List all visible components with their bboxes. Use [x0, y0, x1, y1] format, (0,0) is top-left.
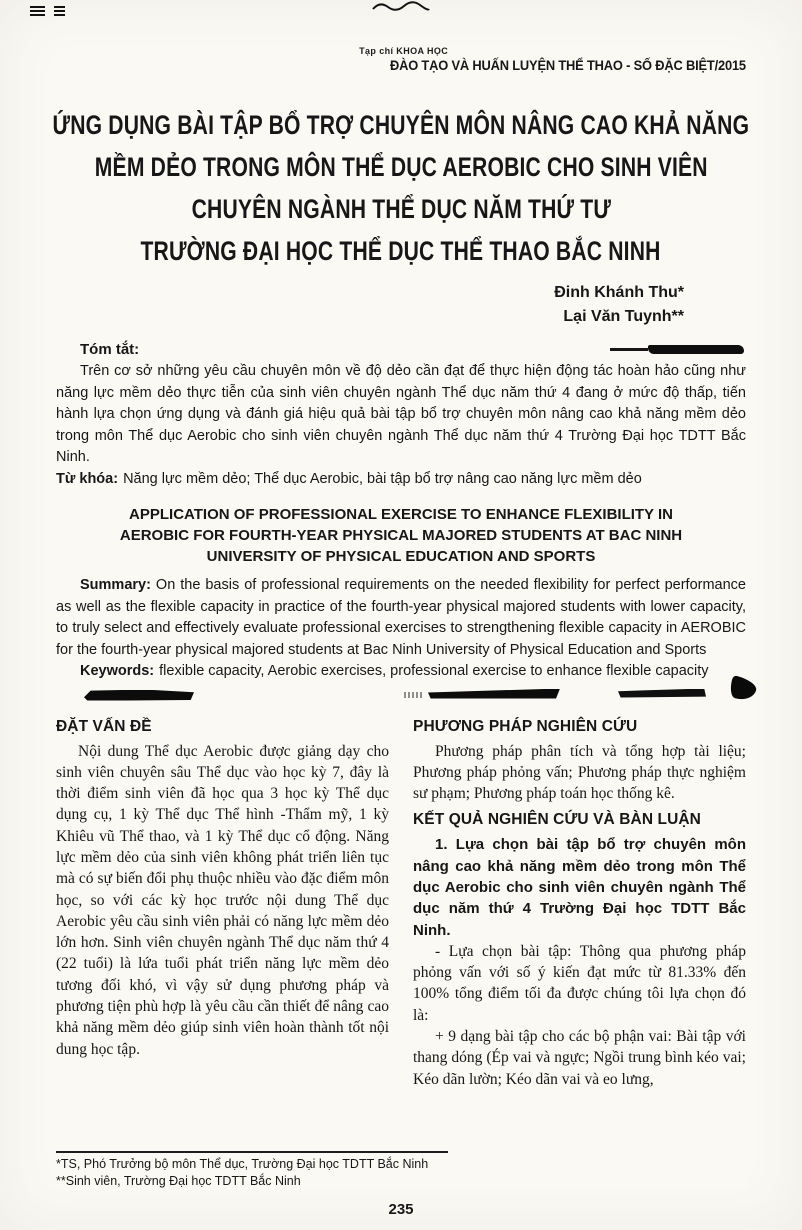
- english-title-line-2: AEROBIC FOR FOURTH-YEAR PHYSICAL MAJORED STUDENTS AT BAC NINH: [119, 527, 683, 544]
- results-paragraph-2: + 9 dạng bài tập cho các bộ phận vai: Bài tập với thang dóng (Ép vai và ngực; Ngồi trung bình kéo vai; Kéo dãn lườn; Kéo dãn vai và eo lưng,: [413, 1028, 746, 1088]
- title-line-3: [56, 189, 746, 231]
- right-column: [413, 711, 746, 1090]
- section-heading-phuong-phap: PHƯƠNG PHÁP NGHIÊN CỨU: [413, 717, 638, 735]
- title-line-text: TRƯỜNG ĐẠI HỌC THỂ DỤC THỂ THAO BẮC NINH: [140, 236, 662, 267]
- footnotes: [56, 1151, 746, 1190]
- footnote-1: *TS, Phó Trưởng bộ môn Thể dục, Trường Đại học TDTT Bắc Ninh: [56, 1157, 429, 1171]
- section-heading-dat-van-de: ĐẶT VẤN ĐỀ: [56, 717, 152, 735]
- page-number: 235: [388, 1201, 414, 1218]
- journal-name: Tạp chí KHOA HỌC: [359, 46, 449, 56]
- english-keywords-label: Keywords:: [80, 663, 155, 679]
- journal-issue-line: ĐÀO TẠO VÀ HUẤN LUYỆN THỂ THAO - SỐ ĐẶC BIỆT/2015: [390, 57, 746, 73]
- footnote-rule: [56, 1151, 448, 1153]
- results-paragraph-1: - Lựa chọn bài tập: Thông qua phương pháp phỏng vấn với số ý kiến đạt mức từ 81.33% đến 100% tổng điểm tối đa được chúng tôi lựa chọn đó là:: [413, 942, 746, 1024]
- title-line-2: [56, 147, 746, 189]
- summary-text: On the basis of professional requirements on the needed flexibility for perfect performance as well as the flexible capacity in practice of the fourth-year physical majored students with lower capacity, to truly select and effectively evaluate professional exercises to strengthening flexible capacity in AEROBIC for the fourth-year physical majored students at Bac Ninh University of Physical Education and Sports: [56, 577, 746, 658]
- abstract-label-row: [56, 341, 746, 358]
- introduction-paragraph: Nội dung Thể dục Aerobic được giảng dạy cho sinh viên chuyên sâu Thể dục vào học kỳ 7, đây là thời điểm sinh viên đã học qua 3 học kỳ Thể dục dụng cụ, 1 kỳ Thể dục Thể hình -Thẩm mỹ, 1 kỳ Khiêu vũ Thể thao, và 1 kỳ Thể dục cổ động. Năng lực mềm dẻo của sinh viên không phát triển liên tục mà có sự biến đổi phụ thuộc nhiều vào đặc điểm môn học, so với các kỳ học trước nội dung Thể dục Aerobic yêu cầu sinh viên phải có năng lực mềm dẻo lớn hơn. Sinh viên chuyên ngành Thể dục năm thứ 4 (22 tuổi) là lứa tuổi phát triển năng lực mềm dẻo tương đối khó, vì vậy sử dụng phương pháp và phương tiện phù hợp là yêu cầu cần thiết để nâng cao khả năng mềm dẻo giúp sinh viên hoàn thành tốt nội dung học tập.: [56, 742, 389, 1058]
- scan-mark-icon: [30, 6, 45, 17]
- title-line-4: [56, 231, 746, 273]
- authors-block: [56, 281, 746, 329]
- title-line-text: MỀM DẺO TRONG MÔN THỂ DỤC AEROBIC CHO SINH VIÊN: [94, 152, 708, 183]
- english-keywords-text: flexible capacity, Aerobic exercises, professional exercise to enhance flexible capacity: [159, 663, 709, 679]
- scan-mark-icon: [54, 6, 65, 17]
- ink-smudge-icon: [618, 689, 706, 698]
- two-column-body: [56, 711, 746, 1090]
- title-line-text: CHUYÊN NGÀNH THỂ DỤC NĂM THỨ TƯ: [191, 194, 611, 225]
- scan-ink-divider: [56, 685, 746, 701]
- title-line-1: [52, 105, 750, 147]
- scan-squiggle-icon: [372, 0, 430, 19]
- footnote-2: **Sinh viên, Trường Đại học TDTT Bắc Ninh: [56, 1174, 301, 1188]
- results-point-1: 1. Lựa chọn bài tập bổ trợ chuyên môn nâng cao khả năng mềm dẻo trong môn Thể dục Aerobic cho sinh viên chuyên ngành Thể dục năm thứ 4 Trường Đại học TDTT Bắc Ninh.: [413, 836, 746, 939]
- journal-header: [359, 46, 746, 73]
- ink-smudge-icon: [648, 345, 744, 354]
- english-keywords-paragraph: [56, 661, 746, 683]
- abstract-text: Trên cơ sở những yêu cầu chuyên môn về độ dẻo cần đạt để thực hiện động tác hoàn hảo cũng như năng lực mềm dẻo thực tiễn của sinh viên chuyên ngành Thể dục năm thứ 4 đang ở mức độ thấp, tiến hành lựa chọn ứng dụng và đánh giá hiệu quả bài tập bổ trợ chuyên môn nâng cao khả năng mềm dẻo trong môn Thể dục Aerobic cho sinh viên chuyên ngành Thể dục năm thứ 4 Trường Đại học TDTT Bắc Ninh.: [56, 363, 746, 465]
- author-name-1: Đinh Khánh Thu*: [554, 284, 684, 301]
- title-line-text: ỨNG DỤNG BÀI TẬP BỔ TRỢ CHUYÊN MÔN NÂNG CAO KHẢ NĂNG: [52, 110, 750, 141]
- keywords-label: Từ khóa:: [56, 470, 119, 487]
- keywords-line: [56, 469, 746, 491]
- summary-paragraph: [56, 575, 746, 661]
- ink-noise-icon: [404, 692, 424, 698]
- methods-paragraph: Phương pháp phân tích và tổng hợp tài liệu; Phương pháp phỏng vấn; Phương pháp thực nghiệm sư phạm; Phương pháp toán học thống kê.: [413, 742, 746, 803]
- keywords-text: Năng lực mềm dẻo; Thể dục Aerobic, bài tập bổ trợ nâng cao năng lực mềm dẻo: [123, 470, 642, 487]
- ink-smudge-icon: [728, 675, 759, 703]
- summary-label: Summary:: [80, 577, 151, 593]
- article-title: [52, 105, 750, 273]
- ink-smudge-icon: [428, 689, 560, 699]
- english-title-line-3: UNIVERSITY OF PHYSICAL EDUCATION AND SPORTS: [206, 548, 596, 565]
- english-title: [56, 504, 746, 567]
- section-heading-ket-qua: KẾT QUẢ NGHIÊN CỨU VÀ BÀN LUẬN: [413, 811, 701, 829]
- ink-smudge-icon: [84, 690, 194, 701]
- left-column: [56, 711, 389, 1090]
- author-name-2: Lại Văn Tuynh**: [563, 308, 684, 325]
- abstract-label: Tóm tắt:: [80, 341, 140, 358]
- english-title-line-1: APPLICATION OF PROFESSIONAL EXERCISE TO ENHANCE FLEXIBILITY IN: [129, 506, 673, 523]
